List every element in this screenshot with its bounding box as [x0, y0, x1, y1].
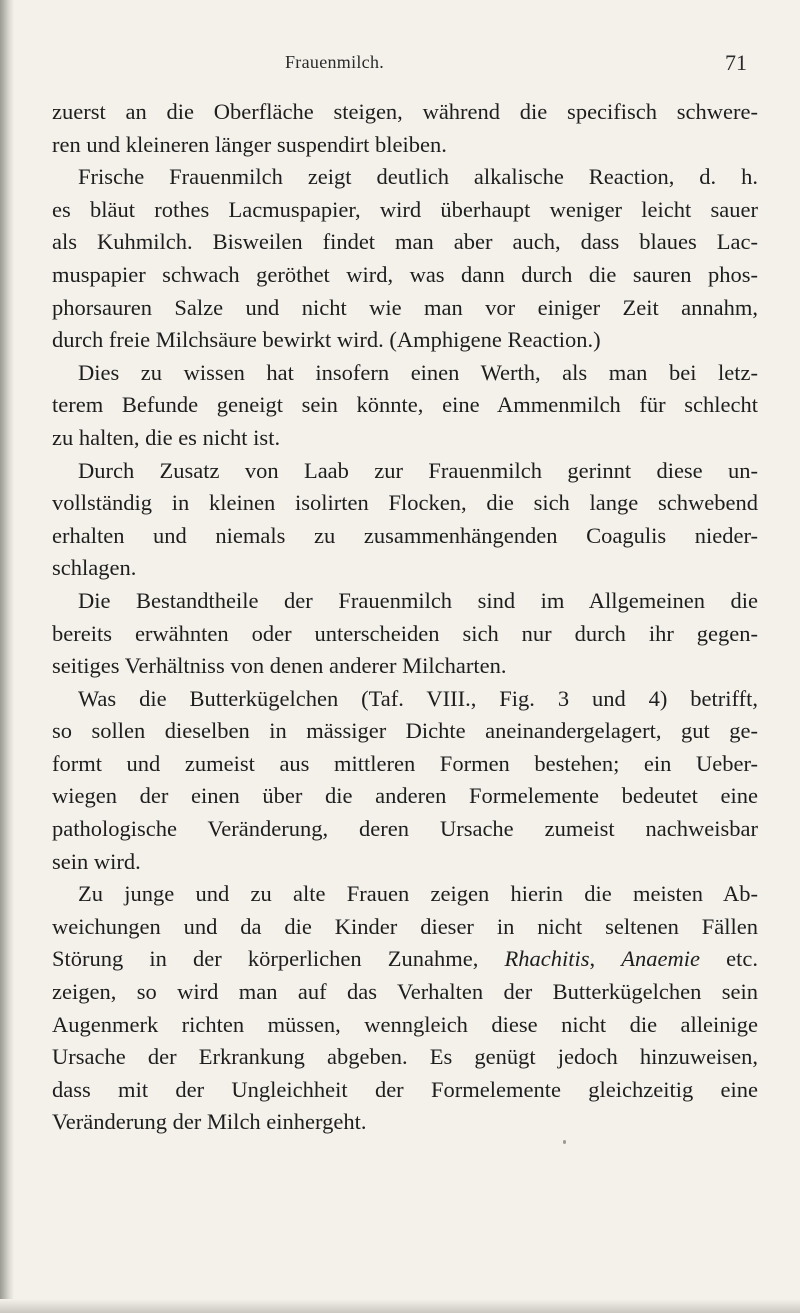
text-line: schlagen.	[52, 555, 137, 581]
text-line: erhalten und niemals zu zusammenhängenden Coagulis nieder-	[52, 522, 758, 548]
text-line: Veränderung der Milch einhergeht.	[52, 1109, 367, 1135]
text-line: seitiges Verhältniss von denen anderer Milcharten.	[52, 653, 507, 679]
text-line: Was die Butterkügelchen (Taf. VIII., Fig. 3 und 4) betrifft,	[78, 685, 758, 711]
text-line: so sollen dieselben in mässiger Dichte aneinandergelagert, gut ge-	[52, 718, 758, 744]
page-binding-shadow	[0, 0, 14, 1313]
text-line: Durch Zusatz von Laab zur Frauenmilch gerinnt diese un-	[78, 457, 758, 483]
text-line: als Kuhmilch. Bisweilen findet man aber auch, dass blaues Lac-	[52, 229, 758, 255]
text-line: vollständig in kleinen isolirten Flocken, die sich lange schwebend	[52, 490, 758, 516]
page-number: 71	[725, 50, 747, 75]
text-segment: Störung in der körperlichen Zunahme,	[52, 946, 479, 972]
text-line: Dies zu wissen hat insofern einen Werth, als man bei letz-	[78, 359, 758, 385]
text-line: formt und zumeist aus mittleren Formen bestehen; ein Ueber-	[52, 750, 758, 776]
text-line: Augenmerk richten müssen, wenngleich diese nicht die alleinige	[52, 1011, 758, 1037]
paper-speck	[563, 1140, 566, 1144]
text-line: wiegen der einen über die anderen Formelemente bedeutet eine	[52, 783, 758, 809]
page-header	[60, 52, 760, 82]
emphasis-rhachitis: Rhachitis	[504, 946, 590, 972]
text-line: dass mit der Ungleichheit der Formelemente gleichzeitig eine	[52, 1076, 758, 1102]
text-line: sein wird.	[52, 848, 141, 874]
text-line: bereits erwähnten oder unterscheiden sich nur durch ihr gegen-	[52, 620, 758, 646]
text-line: phorsauren Salze und nicht wie man vor einiger Zeit annahm,	[52, 294, 758, 320]
text-line: Zu junge und zu alte Frauen zeigen hierin die meisten Ab-	[78, 881, 758, 907]
text-line: weichungen und da die Kinder dieser in nicht seltenen Fällen	[52, 913, 758, 939]
text-line: Frische Frauenmilch zeigt deutlich alkalische Reaction, d. h.	[78, 164, 758, 190]
text-line: terem Befunde geneigt sein könnte, eine Ammenmilch für schlecht	[52, 392, 758, 418]
text-segment: ,	[589, 946, 596, 972]
text-line: Ursache der Erkrankung abgeben. Es genügt jedoch hinzuweisen,	[52, 1044, 758, 1070]
text-line: pathologische Veränderung, deren Ursache zumeist nachweisbar	[52, 816, 758, 842]
text-line-with-emphasis	[52, 943, 758, 976]
text-line: zeigen, so wird man auf das Verhalten der Butterkügelchen sein	[52, 979, 758, 1005]
text-line: es bläut rothes Lacmuspapier, wird überhaupt weniger leicht sauer	[52, 196, 758, 222]
running-title: Frauenmilch.	[285, 52, 385, 72]
text-line: Die Bestandtheile der Frauenmilch sind im Allgemeinen die	[78, 587, 758, 613]
text-line: zuerst an die Oberfläche steigen, während die specifisch schwere-	[52, 99, 758, 124]
text-line: ren und kleineren länger suspendirt bleiben.	[52, 131, 447, 157]
text-line: durch freie Milchsäure bewirkt wird. (Amphigene Reaction.)	[52, 327, 601, 353]
page-bottom-edge	[0, 1299, 800, 1313]
body-text	[52, 96, 758, 1139]
emphasis-anaemie: Anaemie	[621, 946, 701, 972]
text-line: zu halten, die es nicht ist.	[52, 424, 281, 450]
text-segment: etc.	[726, 946, 759, 972]
text-line: muspapier schwach geröthet wird, was dann durch die sauren phos-	[52, 261, 758, 287]
